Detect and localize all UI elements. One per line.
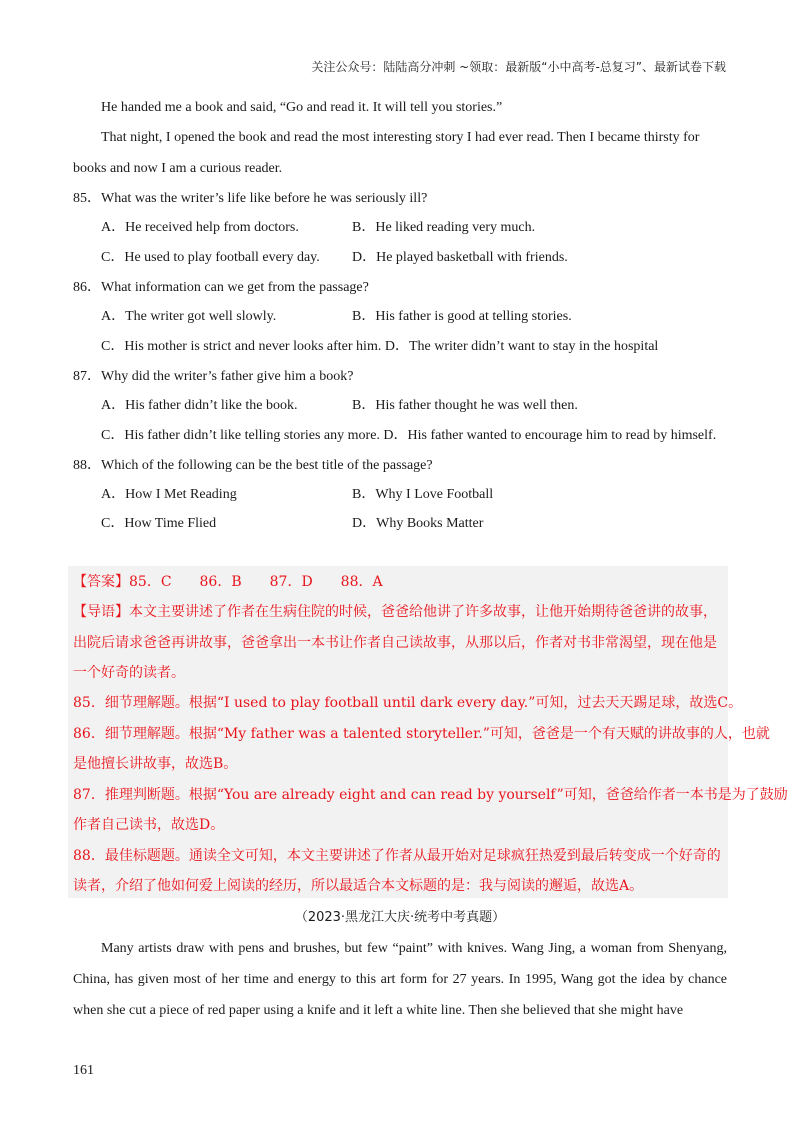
option-a: A．He received help from doctors. [101, 220, 299, 235]
option-a: A．How I Met Reading [101, 487, 237, 502]
question-stem: 87．Why did the writer’s father give him a book? [73, 369, 354, 384]
passage-line: That night, I opened the book and read the most interesting story I had ever read. Then I became thirsty for [101, 130, 700, 145]
option-d: D．He played basketball with friends. [352, 250, 568, 265]
question-stem: 88．Which of the following can be the best title of the passage? [73, 458, 433, 473]
question-stem: 86．What information can we get from the passage? [73, 280, 369, 295]
answer-key: 【答案】85．C 86．B 87．D 88．A [73, 574, 383, 590]
option-b: B．His father thought he was well then. [352, 398, 578, 413]
explanation-line: 88．最佳标题题。通读全文可知，本文主要讲述了作者从最开始对足球疯狂热爱到最后转变成一个好奇的 [73, 848, 721, 864]
option-c: C．He used to play football every day. [101, 250, 320, 265]
page-number: 161 [73, 1063, 94, 1078]
next-passage [73, 933, 727, 1026]
option-c-d: C．His mother is strict and never looks after him. D．The writer didn’t want to stay in the hospital [101, 339, 659, 354]
guide-line: 一个好奇的读者。 [73, 665, 185, 681]
passage-line: books and now I am a curious reader. [73, 161, 283, 176]
option-c: C．How Time Flied [101, 516, 217, 531]
explanation-line: 读者，介绍了他如何爱上阅读的经历，所以最适合本文标题的是：我与阅读的邂逅，故选A。 [73, 878, 644, 894]
guide-line: 出院后请求爸爸再讲故事，爸爸拿出一本书让作者自己读故事，从那以后，作者对书非常渴望，现在他是 [73, 635, 717, 651]
passage-line: He handed me a book and said, “Go and read it. It will tell you stories.” [101, 100, 503, 115]
option-d: D．Why Books Matter [352, 516, 484, 531]
page-header: 关注公众号：陆陆高分冲刺 ~领取：最新版“小中高考-总复习”、最新试卷下载 [311, 60, 726, 74]
guide-line: 【导语】本文主要讲述了作者在生病住院的时候，爸爸给他讲了许多故事，让他开始期待爸爸讲的故事， [73, 604, 717, 620]
option-c-d: C．His father didn’t like telling stories any more. D．His father wanted to encourage him to read by himself. [101, 428, 717, 443]
question-stem: 85．What was the writer’s life like before he was seriously ill? [73, 191, 428, 206]
option-b: B．He liked reading very much. [352, 220, 536, 235]
option-a: A．The writer got well slowly. [101, 309, 277, 324]
explanation-line: 87．推理判断题。根据“You are already eight and can read by yourself”可知，爸爸给作者一本书是为了鼓励 [73, 787, 788, 803]
explanation-line: 85．细节理解题。根据“I used to play football until dark every day.”可知，过去天天踢足球，故选C。 [73, 695, 743, 711]
explanation-line: 作者自己读书，故选D。 [73, 817, 225, 833]
explanation-line: 是他擅长讲故事，故选B。 [73, 756, 238, 772]
passage-source: （2023·黑龙江大庆·统考中考真题） [294, 910, 506, 925]
explanation-line: 86．细节理解题。根据“My father was a talented storyteller.”可知，爸爸是一个有天赋的讲故事的人，也就 [73, 726, 770, 742]
option-a: A．His father didn’t like the book. [101, 398, 298, 413]
next-passage-text: Many artists draw with pens and brushes, but few “paint” with knives. Wang Jing, a woman from Shenyang, China, has given most of her time and energy to this art form for 27 years. In 1995, Wang got the idea by chance when she cut a piece of red paper using a knife and it left a white line. Then she believed that she might have [73, 941, 727, 1018]
option-b: B．His father is good at telling stories. [352, 309, 572, 324]
option-b: B．Why I Love Football [352, 487, 494, 502]
